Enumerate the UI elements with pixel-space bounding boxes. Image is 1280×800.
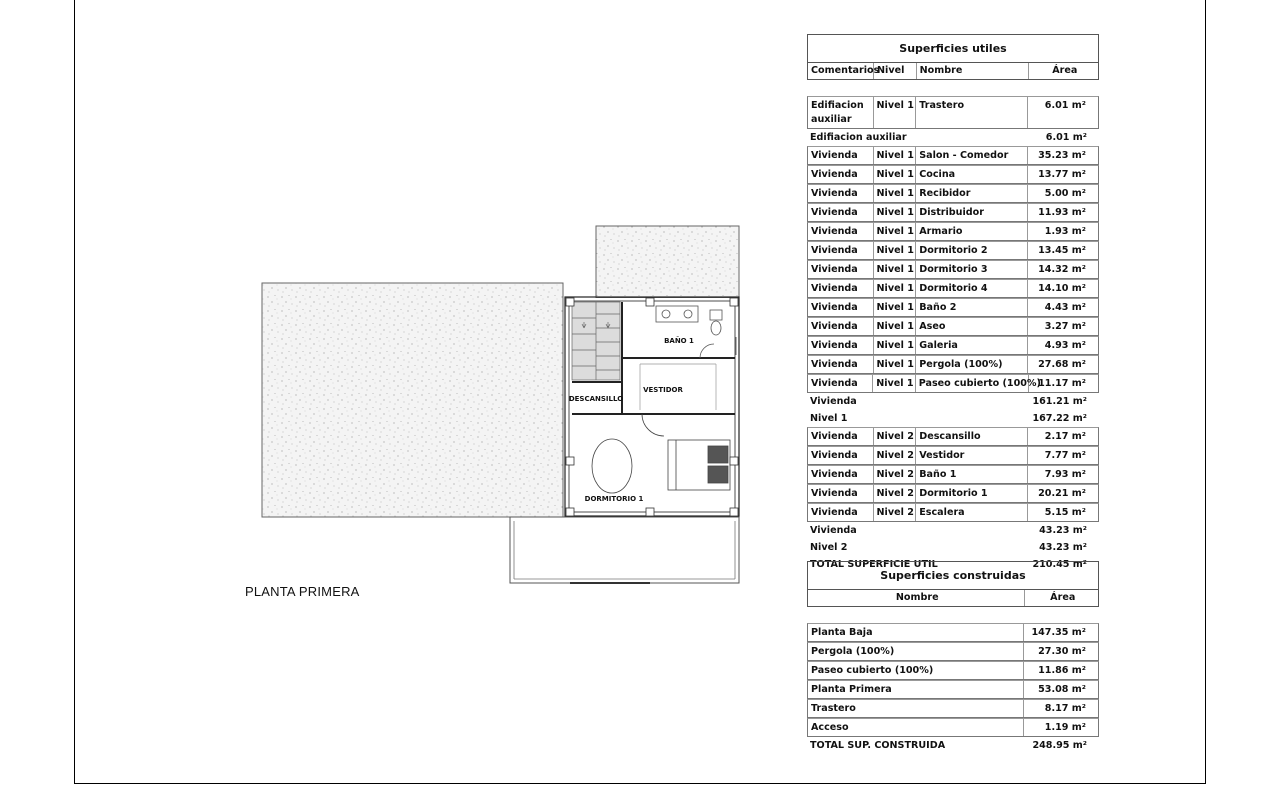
- cell-nombre: Paseo cubierto (100%): [808, 662, 1024, 679]
- surfaces-useful-table: [807, 34, 1099, 573]
- table-row: [807, 222, 1099, 241]
- cell-comentario: Vivienda: [808, 466, 874, 483]
- cell-comentario: Vivienda: [808, 147, 874, 164]
- cell-comentario: Vivienda: [808, 504, 874, 521]
- cell-nombre: Recibidor: [916, 185, 1028, 202]
- header-nivel: Nivel: [874, 63, 917, 79]
- cell-nombre: Pergola (100%): [916, 356, 1028, 373]
- cell-nombre: Salon - Comedor: [916, 147, 1028, 164]
- cell-area: 35.23 m²: [1038, 150, 1086, 161]
- cell-comentario: Vivienda: [808, 299, 874, 316]
- cell-nivel: Nivel 1: [874, 166, 917, 183]
- cell-comentario: Vivienda: [808, 185, 874, 202]
- cell-area: 7.93 m²: [1044, 469, 1086, 480]
- surfaces-built-table: [807, 561, 1099, 754]
- cell-area: 27.68 m²: [1038, 359, 1086, 370]
- subtotal-row: Edifiacion auxiliar 6.01 m²: [810, 132, 1087, 143]
- table-row: [807, 623, 1099, 642]
- table-row: [807, 661, 1099, 680]
- table-row: [807, 279, 1099, 298]
- cell-nivel: Nivel 1: [874, 147, 917, 164]
- bathtub: [592, 439, 632, 493]
- cell-nombre: Dormitorio 4: [916, 280, 1028, 297]
- cell-nivel: Nivel 1: [874, 280, 917, 297]
- table-row: [807, 446, 1099, 465]
- table-row: [807, 503, 1099, 522]
- room-label-bano: BAÑO 1: [664, 337, 694, 345]
- header-nombre: Nombre: [917, 63, 1029, 79]
- table-title: Superficies construidas: [807, 561, 1099, 590]
- plan-title: PLANTA PRIMERA: [245, 584, 360, 599]
- cell-nombre: Baño 1: [916, 466, 1028, 483]
- cell-nombre: Baño 2: [916, 299, 1028, 316]
- cell-nombre: Dormitorio 2: [916, 242, 1028, 259]
- terrace-left: [262, 283, 563, 517]
- cell-area: 13.45 m²: [1038, 245, 1086, 256]
- room-label-descansillo: DESCANSILLO: [568, 395, 624, 403]
- cell-nombre: Dormitorio 3: [916, 261, 1028, 278]
- cell-comentario: Vivienda: [808, 375, 873, 392]
- header-area: Área: [1050, 592, 1076, 603]
- table-row: [807, 336, 1099, 355]
- table-row: [807, 680, 1099, 699]
- cell-comentario: Vivienda: [808, 447, 874, 464]
- table-row: [807, 355, 1099, 374]
- staircase: [572, 302, 620, 380]
- table-row: [807, 241, 1099, 260]
- subtotal-row: Nivel 2 43.23 m²: [810, 542, 1087, 553]
- cell-nombre: Planta Primera: [808, 681, 1024, 698]
- cell-nivel: Nivel 1: [874, 242, 917, 259]
- cell-nombre: Distribuidor: [916, 204, 1028, 221]
- cell-nivel: Nivel 1: [874, 356, 917, 373]
- cell-comentario: Vivienda: [808, 166, 874, 183]
- cell-nivel: Nivel 1: [874, 261, 917, 278]
- table-row: [807, 298, 1099, 317]
- table-row: [807, 699, 1099, 718]
- total-row: TOTAL SUP. CONSTRUIDA 248.95 m²: [810, 740, 1087, 751]
- cell-nivel: Nivel 2: [874, 485, 917, 502]
- table-row: [807, 146, 1099, 165]
- cell-area: 3.27 m²: [1044, 321, 1086, 332]
- cell-nombre: Planta Baja: [808, 624, 1024, 641]
- cell-nivel: Nivel 1: [874, 223, 917, 240]
- cell-area: 14.10 m²: [1038, 283, 1086, 294]
- cell-nivel: Nivel 1: [874, 337, 917, 354]
- level1-rows: [807, 146, 1099, 393]
- bed: [668, 440, 730, 490]
- room-label-vestidor: VESTIDOR: [643, 386, 683, 394]
- total-row: TOTAL SUPERFICIE UTIL 210.45 m²: [810, 559, 1087, 570]
- cell-nombre: Vestidor: [916, 447, 1028, 464]
- cell-nombre: Acceso: [808, 719, 1024, 736]
- cell-nivel: Nivel 1: [874, 318, 917, 335]
- subtotal-row: Nivel 1 167.22 m²: [810, 413, 1087, 424]
- cell-comentario: Vivienda: [808, 318, 874, 335]
- cell-nombre: Descansillo: [916, 428, 1028, 445]
- cell-area: 2.17 m²: [1044, 431, 1086, 442]
- cell-area: 20.21 m²: [1038, 488, 1086, 499]
- table-row: [807, 165, 1099, 184]
- cell-nombre: Galeria: [916, 337, 1028, 354]
- table-row: [807, 427, 1099, 446]
- cell-nombre: Escalera: [916, 504, 1028, 521]
- cell-area: 14.32 m²: [1038, 264, 1086, 275]
- cell-area: 5.15 m²: [1044, 507, 1086, 518]
- cell-nivel: Nivel 1: [873, 375, 916, 392]
- terrace-top: [596, 226, 739, 298]
- cell-nivel: Nivel 2: [874, 447, 917, 464]
- table-row: [807, 317, 1099, 336]
- cell-area: 8.17 m²: [1044, 703, 1086, 714]
- table-header: [807, 590, 1099, 607]
- table-row: [807, 718, 1099, 737]
- table-row: [807, 203, 1099, 222]
- cell-nombre: Armario: [916, 223, 1028, 240]
- cell-nombre: Aseo: [916, 318, 1028, 335]
- cell-nivel: Nivel 2: [874, 428, 917, 445]
- cell-area: 4.43 m²: [1044, 302, 1086, 313]
- cell-area: 11.93 m²: [1038, 207, 1086, 218]
- header-nombre: Nombre: [808, 590, 1025, 606]
- cell-nombre: Paseo cubierto (100%): [916, 375, 1029, 392]
- table-row: [807, 465, 1099, 484]
- cell-area: 13.77 m²: [1038, 169, 1086, 180]
- table-row: [807, 484, 1099, 503]
- cell-area: 53.08 m²: [1038, 684, 1086, 695]
- level2-rows: [807, 427, 1099, 522]
- cell-nivel: Nivel 2: [874, 504, 917, 521]
- cell-area: 27.30 m²: [1038, 646, 1086, 657]
- table-row: [807, 260, 1099, 279]
- cell-area: 11.86 m²: [1038, 665, 1086, 676]
- cell-nombre: Trastero: [808, 700, 1024, 717]
- cell-nivel: Nivel 1: [874, 185, 917, 202]
- room-label-dormitorio: DORMITORIO 1: [584, 495, 644, 503]
- header-comentarios: Comentarios: [808, 63, 874, 79]
- built-rows: [807, 623, 1099, 737]
- table-row: Edifiacion auxiliar Nivel 1 Trastero 6.01 m²: [807, 96, 1099, 129]
- balcony-bottom: [510, 517, 739, 583]
- cell-nivel: Nivel 2: [874, 466, 917, 483]
- cell-nombre: Cocina: [916, 166, 1028, 183]
- cell-comentario: Vivienda: [808, 337, 874, 354]
- cell-area: 147.35 m²: [1031, 627, 1086, 638]
- table-title: Superficies utiles: [807, 34, 1099, 63]
- table-row: [807, 642, 1099, 661]
- cell-comentario: Vivienda: [808, 428, 874, 445]
- cell-area: 1.93 m²: [1044, 226, 1086, 237]
- table-row: [807, 374, 1099, 393]
- header-area: Área: [1052, 65, 1078, 76]
- cell-area: 4.93 m²: [1044, 340, 1086, 351]
- cell-comentario: Vivienda: [808, 204, 874, 221]
- table-row: [807, 184, 1099, 203]
- cell-area: 1.19 m²: [1044, 722, 1086, 733]
- cell-comentario: Vivienda: [808, 356, 874, 373]
- cell-nombre: Pergola (100%): [808, 643, 1024, 660]
- cell-nivel: Nivel 1: [874, 299, 917, 316]
- cell-comentario: Vivienda: [808, 242, 874, 259]
- table-header: [807, 63, 1099, 80]
- cell-nombre: Dormitorio 1: [916, 485, 1028, 502]
- cell-area: 7.77 m²: [1044, 450, 1086, 461]
- cell-nivel: Nivel 1: [874, 204, 917, 221]
- cell-comentario: Vivienda: [808, 261, 874, 278]
- cell-area: 11.17 m²: [1038, 378, 1086, 389]
- subtotal-row: Vivienda 43.23 m²: [810, 525, 1087, 536]
- subtotal-row: Vivienda 161.21 m²: [810, 396, 1087, 407]
- cell-comentario: Vivienda: [808, 280, 874, 297]
- cell-comentario: Vivienda: [808, 485, 874, 502]
- cell-comentario: Vivienda: [808, 223, 874, 240]
- cell-area: 5.00 m²: [1044, 188, 1086, 199]
